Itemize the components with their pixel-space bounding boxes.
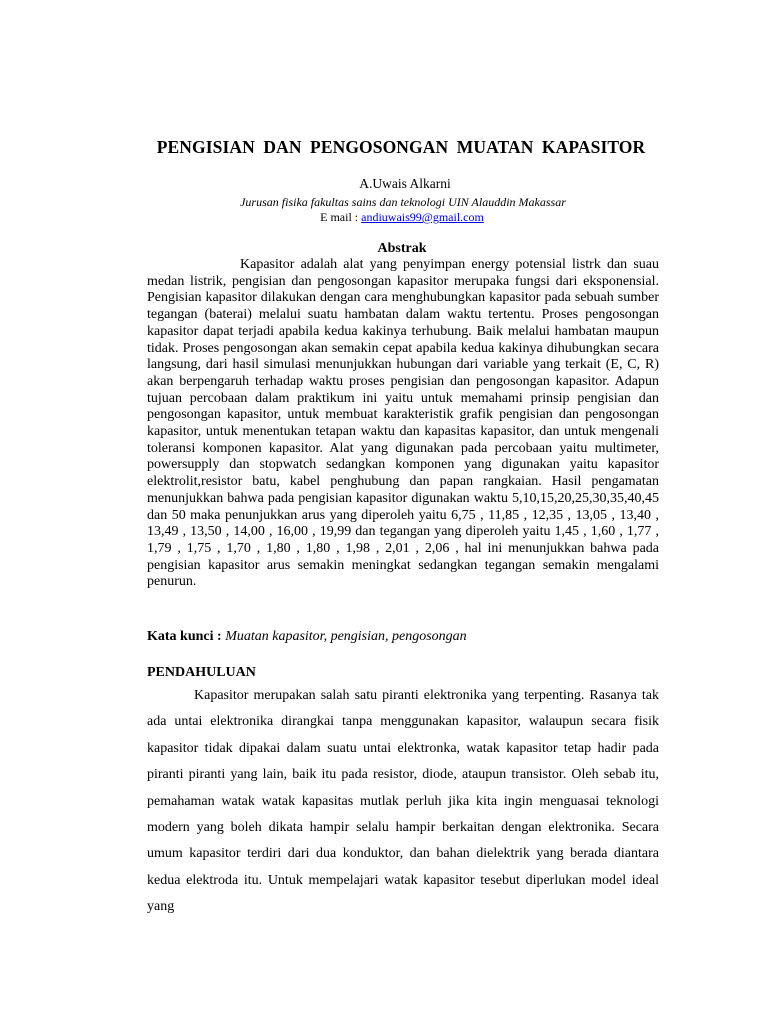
email-label: E mail : bbox=[320, 210, 362, 224]
introduction-body: Kapasitor merupakan salah satu piranti elektronika yang terpenting. Rasanya tak ada untai elektronika dirangkai tanpa menggunakan kapasitor, walaupun secara fisik kapasitor tidak dipakai dalam suatu untai elektronka, watak kapasitor tetap hadir pada piranti piranti yang lain, baik itu pada resistor, diode, ataupun transistor. Oleh sebab itu, pemahaman watak watak kapasitas mutlak perluh jika kita ingin menguasai teknologi modern yang boleh dikata hampir selalu hampir berkaitan dengan elektronika. Secara umum kapasitor terdiri dari dua konduktor, dan bahan dielektrik yang berada diantara kedua elektroda itu. Untuk mempelajari watak kapasitor tesebut diperlukan model ideal yang bbox=[147, 688, 659, 915]
abstract-text: Kapasitor adalah alat yang penyimpan energy potensial listrk dan suau medan listrik, pengisian dan pengosongan kapasitor merupaka fungsi dari eksponensial. Pengisian kapasitor dilakukan dengan cara menghubungkan kapasitor pada sebuah sumber tegangan (baterai) melalui suatu hambatan dalam waktu tertentu. Proses pengosongan kapasitor dapat terjadi apabila kedua kakinya terhubung. Baik melalui hambatan maupun tidak. Proses pengosongan akan semakin cepat apabila kedua kakinya dihubungkan secara langsung, dari hasil simulasi menunjukkan hubungan dari variable yang terkait (E, C, R) akan berpengaruh terhadap waktu proses pengisian dan pengosongan kapasitor. Adapun tujuan percobaan dalam praktikum ini yaitu untuk memahami prinsip pengisian dan pengosongan kapasitor, untuk membuat karakteristik grafik pengisian dan pengosongan kapasitor, untuk menentukan tetapan waktu dan kapasitas kapasitor, dan untuk mengenali toleransi komponen kapasitor. Alat yang digunakan pada percobaan yaitu multimeter, powersupply dan stopwatch sedangkan komponen yang digunakan yaitu kapasitor elektrolit,resistor batu, kabel penghubung dan papan rangkaian. Hasil pengamatan menunjukkan bahwa pada pengisian kapasitor digunakan waktu 5,10,15,20,25,30,35,40,45 dan 50 maka penunjukkan arus yang diperoleh yaitu 6,75 , 11,85 , 12,35 , 13,05 , 13,40 , 13,49 , 13,50 , 14,00 , 16,00 , 19,99 dan tegangan yang diperoleh yaitu 1,45 , 1,60 , 1,77 , 1,79 , 1,75 , 1,70 , 1,80 , 1,80 , 1,98 , 2,01 , 2,06 , hal ini menunjukkan bahwa pada pengisian kapasitor arus semakin meningkat sedangkan tegangan semakin mengalami penurun. bbox=[147, 257, 659, 590]
email-link[interactable]: andiuwais99@gmail.com bbox=[361, 210, 484, 224]
abstract-body bbox=[147, 257, 659, 591]
author-affiliation: Jurusan fisika fakultas sains dan teknologi UIN Alauddin Makassar bbox=[240, 195, 566, 209]
paper-title: PENGISIAN DAN PENGOSONGAN MUATAN KAPASITOR bbox=[156, 137, 646, 157]
author-name: A.Uwais Alkarni bbox=[359, 176, 451, 191]
keywords-value: Muatan kapasitor, pengisian, pengosongan bbox=[225, 629, 467, 644]
keywords-label: Kata kunci : bbox=[147, 629, 222, 644]
keywords-line bbox=[147, 628, 659, 645]
abstract-heading: Abstrak bbox=[377, 241, 427, 256]
section-heading-introduction: PENDAHULUAN bbox=[147, 665, 256, 680]
author-email-line bbox=[0, 210, 768, 225]
